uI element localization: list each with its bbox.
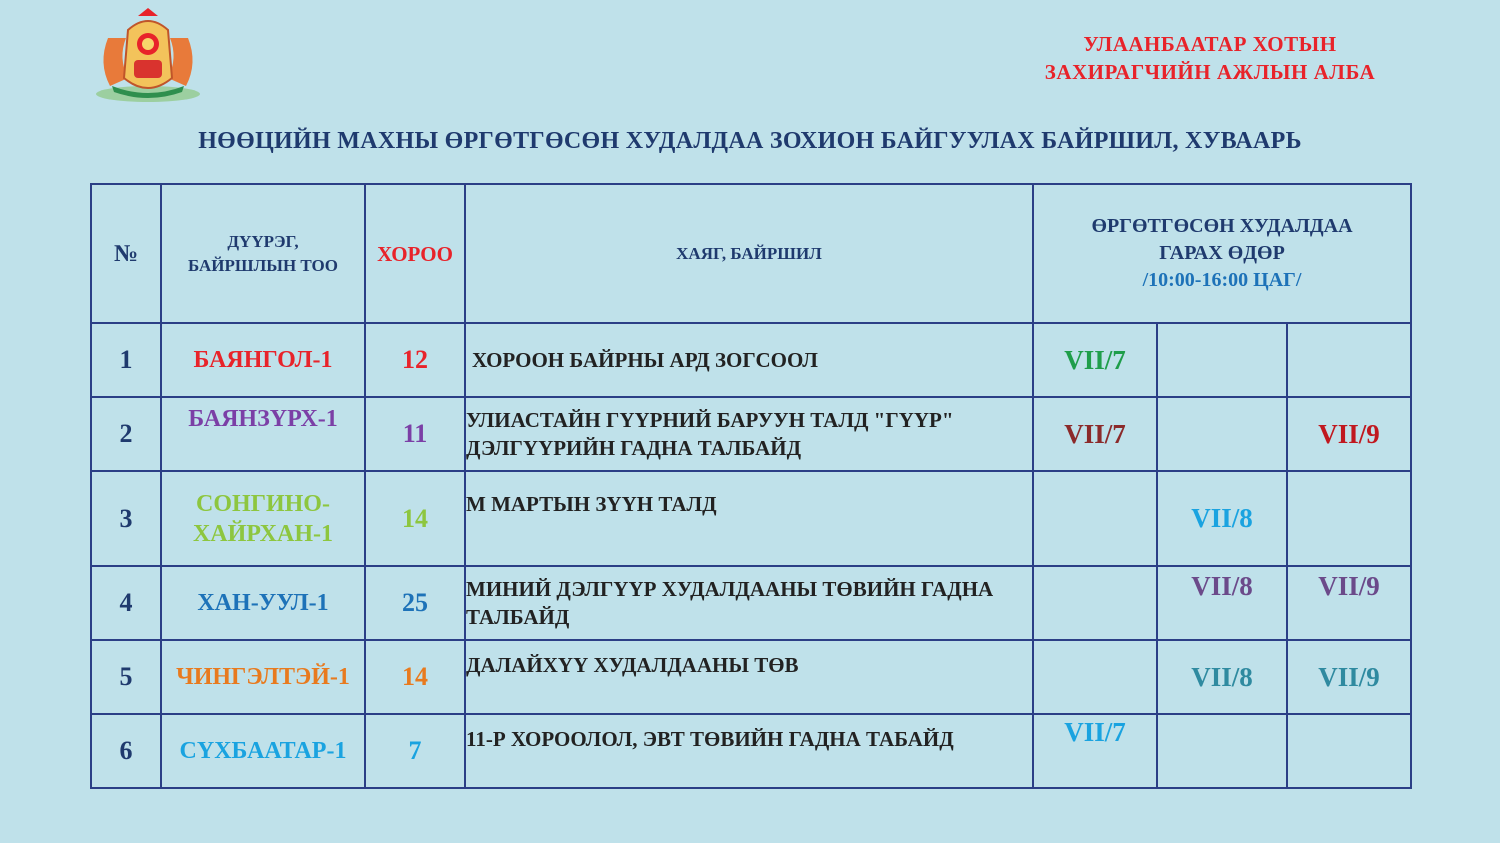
- page-title: НӨӨЦИЙН МАХНЫ ӨРГӨТГӨСӨН ХУДАЛДАА ЗОХИОН БАЙГУУЛАХ БАЙРШИЛ, ХУВААРЬ: [198, 128, 1302, 154]
- row-address: ХОРООН БАЙРНЫ АРД ЗОГСООЛ: [465, 323, 1033, 397]
- row-number: 2: [91, 397, 161, 471]
- header-district: [161, 184, 365, 323]
- row-khoroo: 11: [365, 397, 465, 471]
- org-line-2: ЗАХИРАГЧИЙН АЖЛЫН АЛБА: [1044, 60, 1376, 84]
- row-date-1: VII/7: [1033, 397, 1157, 471]
- row-district: БАЯНГОЛ-1: [161, 323, 365, 397]
- row-address: М МАРТЫН ЗҮҮН ТАЛД: [465, 471, 1033, 566]
- table-row: [91, 714, 1411, 788]
- header-date-line-2: ГАРАХ ӨДӨР: [1159, 242, 1285, 264]
- row-date-1: VII/7: [1033, 323, 1157, 397]
- table-row: [91, 323, 1411, 397]
- row-date-2: VII/8: [1157, 471, 1287, 566]
- row-date-3: VII/9: [1287, 566, 1411, 640]
- header-district-line-2: БАЙРШЛЫН ТОО: [188, 255, 338, 275]
- soyombo-emblem-icon: [88, 8, 208, 104]
- row-number: 4: [91, 566, 161, 640]
- row-date-3: VII/9: [1287, 640, 1411, 714]
- header-address: ХАЯГ, БАЙРШИЛ: [465, 184, 1033, 323]
- table-row: [91, 397, 1411, 471]
- org-line-1: УЛААНБААТАР ХОТЫН: [1083, 32, 1337, 56]
- organization-name: [1000, 30, 1420, 86]
- header-date: [1033, 184, 1411, 323]
- table-row: [91, 566, 1411, 640]
- row-address: 11-Р ХОРООЛОЛ, ЭВТ ТӨВИЙН ГАДНА ТАБАЙД: [465, 714, 1033, 788]
- row-date-2: VII/8: [1157, 640, 1287, 714]
- row-date-1: [1033, 566, 1157, 640]
- row-khoroo: 14: [365, 640, 465, 714]
- row-date-1: [1033, 640, 1157, 714]
- row-date-3: [1287, 471, 1411, 566]
- header-date-line-1: ӨРГӨТГӨСӨН ХУДАЛДАА: [1091, 215, 1353, 237]
- table-row: [91, 640, 1411, 714]
- row-number: 3: [91, 471, 161, 566]
- header-date-time: /10:00-16:00 ЦАГ/: [1142, 269, 1302, 291]
- row-district: СОНГИНО-ХАЙРХАН-1: [161, 471, 365, 566]
- schedule-table: [90, 183, 1412, 789]
- row-date-2: VII/8: [1157, 566, 1287, 640]
- table-row: [91, 471, 1411, 566]
- row-address: УЛИАСТАЙН ГҮҮРНИЙ БАРУУН ТАЛД "ГҮҮР" ДЭЛГҮҮРИЙН ГАДНА ТАЛБАЙД: [465, 397, 1033, 471]
- header-district-line-1: ДҮҮРЭГ,: [227, 231, 299, 251]
- header-number: №: [91, 184, 161, 323]
- row-date-2: [1157, 323, 1287, 397]
- row-number: 1: [91, 323, 161, 397]
- row-date-3: [1287, 323, 1411, 397]
- row-address: ДАЛАЙХҮҮ ХУДАЛДААНЫ ТӨВ: [465, 640, 1033, 714]
- row-date-1: VII/7: [1033, 714, 1157, 788]
- table-header-row: [91, 184, 1411, 323]
- row-address: МИНИЙ ДЭЛГҮҮР ХУДАЛДААНЫ ТӨВИЙН ГАДНА ТАЛБАЙД: [465, 566, 1033, 640]
- row-date-2: [1157, 397, 1287, 471]
- header-khoroo: ХОРОО: [365, 184, 465, 323]
- row-district: ХАН-УУЛ-1: [161, 566, 365, 640]
- row-khoroo: 7: [365, 714, 465, 788]
- row-district: СҮХБААТАР-1: [161, 714, 365, 788]
- row-khoroo: 14: [365, 471, 465, 566]
- row-district: ЧИНГЭЛТЭЙ-1: [161, 640, 365, 714]
- row-date-2: [1157, 714, 1287, 788]
- row-number: 6: [91, 714, 161, 788]
- row-date-3: [1287, 714, 1411, 788]
- row-district: БАЯНЗҮРХ-1: [161, 397, 365, 471]
- row-number: 5: [91, 640, 161, 714]
- row-khoroo: 25: [365, 566, 465, 640]
- row-khoroo: 12: [365, 323, 465, 397]
- row-date-3: VII/9: [1287, 397, 1411, 471]
- row-date-1: [1033, 471, 1157, 566]
